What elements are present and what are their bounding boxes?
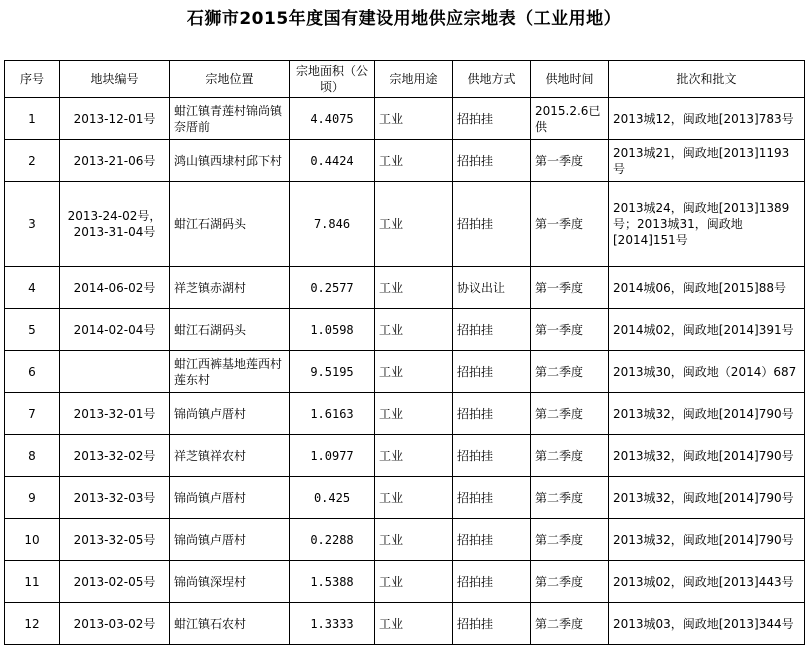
row-batch: 2013城32，闽政地[2014]790号: [609, 519, 805, 561]
row-code: 2013-03-02号: [60, 603, 170, 645]
row-use: 工业: [375, 267, 453, 309]
row-use: 工业: [375, 603, 453, 645]
row-code: 2013-32-05号: [60, 519, 170, 561]
row-no: 2: [5, 140, 60, 182]
header-use: 宗地用途: [375, 61, 453, 98]
row-use: 工业: [375, 435, 453, 477]
row-batch: 2013城32，闽政地[2014]790号: [609, 393, 805, 435]
row-area: 9.5195: [290, 351, 375, 393]
page-title: 石狮市2015年度国有建设用地供应宗地表（工业用地）: [186, 9, 622, 29]
row-area: 1.6163: [290, 393, 375, 435]
table-row: [5, 98, 805, 140]
row-code: 2013-32-03号: [60, 477, 170, 519]
header-mode: 供地方式: [453, 61, 531, 98]
row-area: 4.4075: [290, 98, 375, 140]
row-mode: 招拍挂: [453, 603, 531, 645]
row-time: 第一季度: [531, 182, 609, 267]
table-row: [5, 603, 805, 645]
row-no: 12: [5, 603, 60, 645]
row-location: 蚶江石湖码头: [170, 182, 290, 267]
row-time: 第二季度: [531, 603, 609, 645]
row-location: 蚶江西裤基地莲西村莲东村: [170, 351, 290, 393]
row-time: 第二季度: [531, 561, 609, 603]
row-code: 2013-12-01号: [60, 98, 170, 140]
row-area: 0.4424: [290, 140, 375, 182]
row-area: 0.2577: [290, 267, 375, 309]
row-location: 蚶江镇石农村: [170, 603, 290, 645]
row-no: 11: [5, 561, 60, 603]
row-no: 3: [5, 182, 60, 267]
row-no: 1: [5, 98, 60, 140]
header-batch: 批次和批文: [609, 61, 805, 98]
row-batch: 2014城02，闽政地[2014]391号: [609, 309, 805, 351]
row-use: 工业: [375, 477, 453, 519]
land-supply-table: [4, 60, 805, 645]
row-code: 2013-02-05号: [60, 561, 170, 603]
row-code: 2013-24-02号，2013-31-04号: [60, 182, 170, 267]
row-code: 2013-32-01号: [60, 393, 170, 435]
row-location: 锦尚镇卢厝村: [170, 477, 290, 519]
row-mode: 招拍挂: [453, 309, 531, 351]
header-area: 宗地面积（公顷）: [290, 61, 375, 98]
row-time: 第一季度: [531, 309, 609, 351]
row-batch: 2013城02，闽政地[2013]443号: [609, 561, 805, 603]
table-row: [5, 561, 805, 603]
row-use: 工业: [375, 309, 453, 351]
row-no: 6: [5, 351, 60, 393]
row-mode: 招拍挂: [453, 182, 531, 267]
row-location: 鸿山镇西埭村邱下村: [170, 140, 290, 182]
row-no: 9: [5, 477, 60, 519]
table-row: [5, 519, 805, 561]
row-batch: 2013城32，闽政地[2014]790号: [609, 477, 805, 519]
row-location: 锦尚镇卢厝村: [170, 519, 290, 561]
row-mode: 招拍挂: [453, 98, 531, 140]
row-batch: 2013城32，闽政地[2014]790号: [609, 435, 805, 477]
header-no: 序号: [5, 61, 60, 98]
row-mode: 招拍挂: [453, 561, 531, 603]
row-mode: 协议出让: [453, 267, 531, 309]
row-no: 8: [5, 435, 60, 477]
row-time: 第二季度: [531, 393, 609, 435]
row-mode: 招拍挂: [453, 519, 531, 561]
row-mode: 招拍挂: [453, 393, 531, 435]
row-time: 第二季度: [531, 351, 609, 393]
row-use: 工业: [375, 393, 453, 435]
header-location: 宗地位置: [170, 61, 290, 98]
row-area: 1.0977: [290, 435, 375, 477]
row-area: 1.5388: [290, 561, 375, 603]
row-use: 工业: [375, 182, 453, 267]
row-time: 第一季度: [531, 267, 609, 309]
row-time: 第一季度: [531, 140, 609, 182]
row-code: 2014-02-04号: [60, 309, 170, 351]
table-row: [5, 182, 805, 267]
table-row: [5, 435, 805, 477]
row-mode: 招拍挂: [453, 140, 531, 182]
row-code: 2013-21-06号: [60, 140, 170, 182]
table-row: [5, 309, 805, 351]
row-no: 7: [5, 393, 60, 435]
table-row: [5, 267, 805, 309]
row-no: 10: [5, 519, 60, 561]
row-batch: 2014城06，闽政地[2015]88号: [609, 267, 805, 309]
row-batch: 2013城24，闽政地[2013]1389号；2013城31，闽政地[2014]151号: [609, 182, 805, 267]
row-time: 2015.2.6已供: [531, 98, 609, 140]
row-location: 锦尚镇卢厝村: [170, 393, 290, 435]
row-use: 工业: [375, 98, 453, 140]
table-row: [5, 351, 805, 393]
row-area: 0.425: [290, 477, 375, 519]
row-location: 蚶江镇青莲村锦尚镇奈厝前: [170, 98, 290, 140]
row-batch: 2013城12，闽政地[2013]783号: [609, 98, 805, 140]
row-no: 4: [5, 267, 60, 309]
row-area: 1.0598: [290, 309, 375, 351]
table-row: [5, 477, 805, 519]
row-batch: 2013城03，闽政地[2013]344号: [609, 603, 805, 645]
header-code: 地块编号: [60, 61, 170, 98]
row-mode: 招拍挂: [453, 477, 531, 519]
row-location: 锦尚镇深埕村: [170, 561, 290, 603]
row-use: 工业: [375, 140, 453, 182]
row-area: 0.2288: [290, 519, 375, 561]
row-location: 蚶江石湖码头: [170, 309, 290, 351]
row-area: 1.3333: [290, 603, 375, 645]
row-use: 工业: [375, 519, 453, 561]
row-code: [60, 351, 170, 393]
table-row: [5, 393, 805, 435]
row-time: 第二季度: [531, 477, 609, 519]
row-batch: 2013城30，闽政地（2014）687: [609, 351, 805, 393]
row-area: 7.846: [290, 182, 375, 267]
row-code: 2014-06-02号: [60, 267, 170, 309]
row-no: 5: [5, 309, 60, 351]
row-batch: 2013城21，闽政地[2013]1193号: [609, 140, 805, 182]
row-use: 工业: [375, 351, 453, 393]
row-mode: 招拍挂: [453, 351, 531, 393]
row-use: 工业: [375, 561, 453, 603]
row-location: 祥芝镇祥农村: [170, 435, 290, 477]
row-time: 第二季度: [531, 435, 609, 477]
table-row: [5, 140, 805, 182]
row-location: 祥芝镇赤湖村: [170, 267, 290, 309]
header-time: 供地时间: [531, 61, 609, 98]
row-mode: 招拍挂: [453, 435, 531, 477]
row-code: 2013-32-02号: [60, 435, 170, 477]
table-header-row: [5, 61, 805, 98]
row-time: 第二季度: [531, 519, 609, 561]
